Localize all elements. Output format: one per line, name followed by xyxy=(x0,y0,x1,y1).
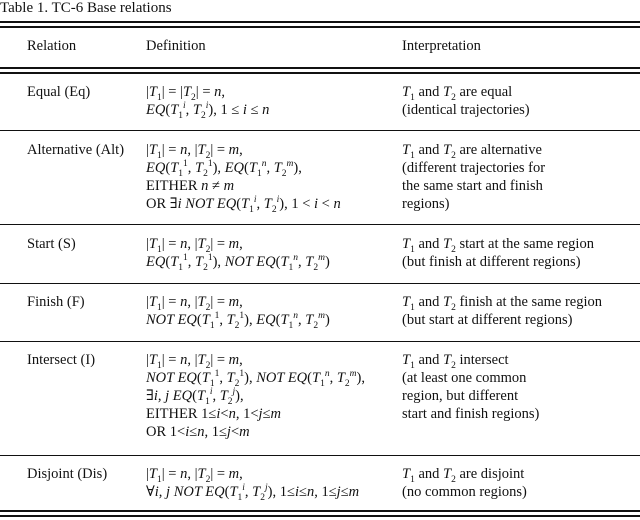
header-rule xyxy=(0,67,640,69)
definition-line: OR ∃i NOT $EQ(T_1^i$, $T_2^i$), 1 < i < n xyxy=(146,195,341,215)
interpretation-line: (at least one common xyxy=(402,370,527,386)
interpretation-line: (identical trajectories) xyxy=(402,102,530,118)
interpretation-line: $T_1$ and $T_2$ are disjoint xyxy=(402,466,525,485)
definition-line: EITHER n ≠ m xyxy=(146,178,235,194)
interpretation-line: regions) xyxy=(402,196,450,212)
interpretation-line: the same start and finish xyxy=(402,178,543,194)
bottom-rule-inner xyxy=(0,515,640,517)
definition-line: $EQ(T_1^i$, $T_2^i$), 1 ≤ i ≤ n xyxy=(146,101,270,121)
relation-finish: Finish (F) xyxy=(27,294,85,310)
definition-line: $EQ(T_1^1$, $T_2^1$), $EQ(T_1^n$, $T_2^m$), xyxy=(146,159,302,179)
interpretation-line: $T_1$ and $T_2$ intersect xyxy=(402,352,509,371)
definition-line: $|T_1| = n$, $|T_2| = m$, xyxy=(146,142,243,161)
interpretation-line: $T_1$ and $T_2$ are alternative xyxy=(402,142,542,161)
definition-line: NOT $EQ(T_1^1$, $T_2^1$), NOT $EQ(T_1^n$, $T_2^m$), xyxy=(146,369,365,389)
definition-line: EITHER 1≤i<n, 1<j≤m xyxy=(146,406,282,422)
row-divider xyxy=(0,341,640,342)
definition-line: OR 1<i≤n, 1≤j<m xyxy=(146,424,250,440)
header-rule-inner xyxy=(0,72,640,74)
interpretation-line: (but finish at different regions) xyxy=(402,254,581,270)
definition-line: ∀i, j NOT $EQ(T_1^i$, $T_2^j$), 1≤i≤n, 1≤j≤m xyxy=(146,483,360,503)
interpretation-line: (but start at different regions) xyxy=(402,312,573,328)
header-definition: Definition xyxy=(146,38,206,54)
relation-alternative: Alternative (Alt) xyxy=(27,142,125,158)
interpretation-line: $T_1$ and $T_2$ are equal xyxy=(402,84,513,103)
interpretation-line: $T_1$ and $T_2$ finish at the same region xyxy=(402,294,603,313)
header-relation: Relation xyxy=(27,38,77,54)
relation-equal: Equal (Eq) xyxy=(27,84,91,100)
definition-line: ∃i, j $EQ(T_1^i$, $T_2^j$), xyxy=(146,387,244,407)
table-caption: Table 1. TC-6 Base relations xyxy=(0,0,172,16)
top-rule xyxy=(0,21,640,23)
definition-line: $EQ(T_1^1$, $T_2^1$), NOT $EQ(T_1^n$, $T_2^m$) xyxy=(146,253,330,273)
bottom-rule xyxy=(0,510,640,512)
definition-line: NOT $EQ(T_1^1$, $T_2^1$), $EQ(T_1^n$, $T_2^m$) xyxy=(146,311,330,331)
interpretation-line: start and finish regions) xyxy=(402,406,540,422)
definition-line: $|T_1| = |T_2| = n$, xyxy=(146,84,226,103)
interpretation-line: (different trajectories for xyxy=(402,160,546,176)
row-divider xyxy=(0,283,640,284)
row-divider xyxy=(0,455,640,456)
definition-line: $|T_1| = n$, $|T_2| = m$, xyxy=(146,236,243,255)
relation-start: Start (S) xyxy=(27,236,76,252)
definition-line: $|T_1| = n$, $|T_2| = m$, xyxy=(146,294,243,313)
row-divider xyxy=(0,130,640,131)
relation-disjoint: Disjoint (Dis) xyxy=(27,466,108,482)
row-divider xyxy=(0,224,640,225)
top-rule-inner xyxy=(0,26,640,28)
definition-line: $|T_1| = n$, $|T_2| = m$, xyxy=(146,352,243,371)
interpretation-line: region, but different xyxy=(402,388,519,404)
interpretation-line: (no common regions) xyxy=(402,484,527,500)
definition-line: $|T_1| = n$, $|T_2| = m$, xyxy=(146,466,243,485)
relation-intersect: Intersect (I) xyxy=(27,352,96,368)
interpretation-line: $T_1$ and $T_2$ start at the same region xyxy=(402,236,594,255)
header-interpretation: Interpretation xyxy=(402,38,481,54)
